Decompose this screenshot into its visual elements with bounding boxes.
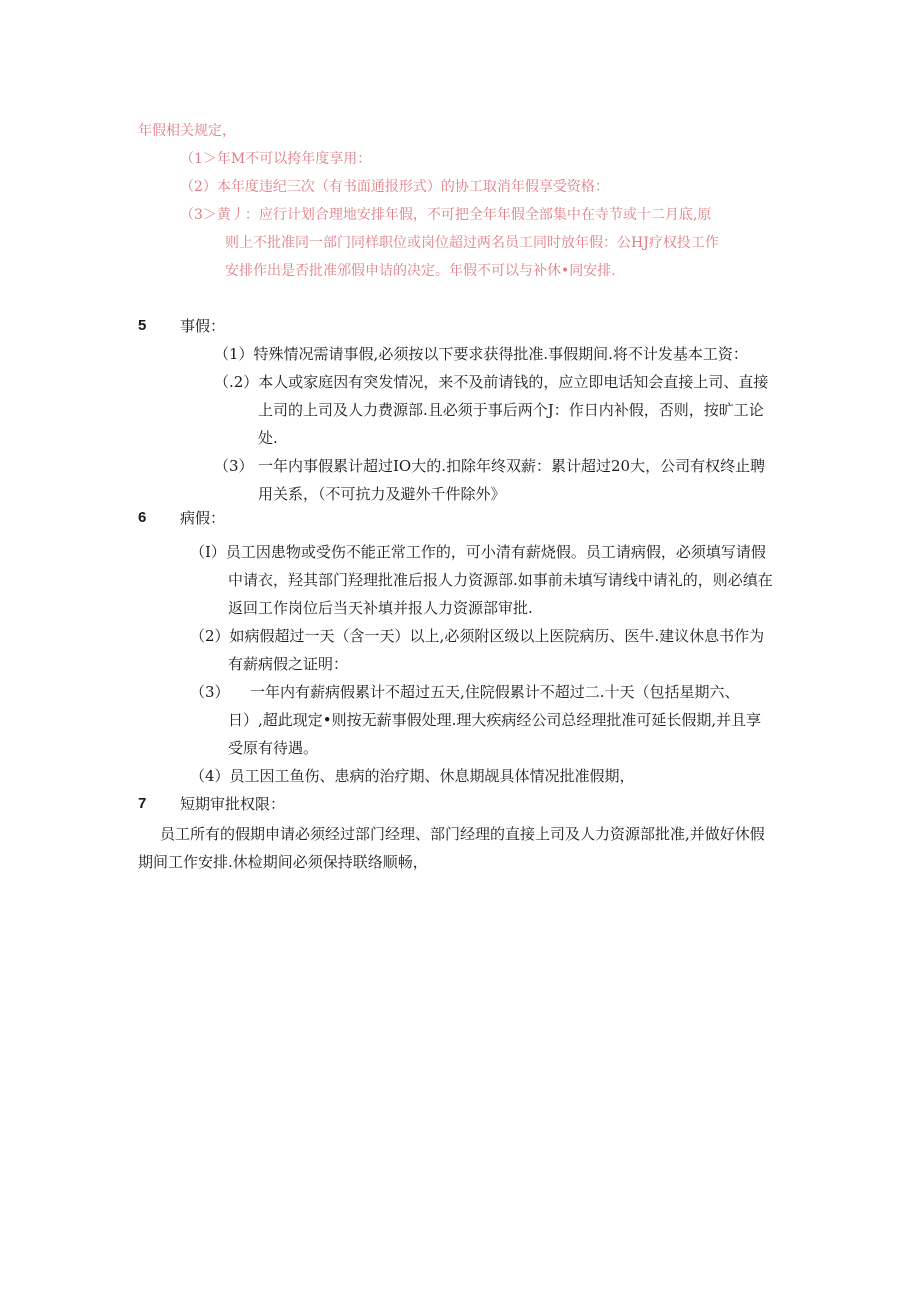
annual-leave-heading: 年假相关规定，	[138, 123, 236, 139]
personal-leave-item-3-label: （3）	[214, 457, 254, 475]
personal-leave-item-2-line-2: 上司的上司及人力费源部.且必须于事后两个J：作日内补假，否则，按旷工论	[258, 401, 764, 419]
personal-leave-item-1: （1）特殊情况需请事假,必须按以下要求获得批准.事假期间.将不计发基本工资：	[214, 345, 748, 363]
sick-leave-item-2-line-2: 有薪病假之证明：	[228, 655, 349, 673]
personal-leave-item-3-line-2: 用关系，（不可抗力及避外千件除外》	[258, 485, 506, 503]
annual-leave-item-3-line-1: （3＞黄丿：应行计划合理地安排年假，不可把全年年假全部集中在寺节或十二月底,原	[180, 207, 712, 223]
sick-leave-item-1-line-1: （I）员工因患物或受伤不能正常工作的，可小清有薪烧假。员工请病假，必须填写请假	[190, 543, 766, 561]
section-5-title: 事假：	[180, 317, 226, 335]
section-6-number: 6	[138, 509, 147, 526]
annual-leave-item-1: （1＞年M不可以挎年度享用：	[180, 151, 372, 167]
sick-leave-item-4: （4）员工因工鱼伤、患病的治疗期、休息期觇具体情况批准假期，	[190, 767, 635, 785]
sick-leave-item-3-line-1: 一年内有薪病假累计不超过五天,住院假累计不超过二.十天（包括星期六、	[250, 683, 740, 701]
sick-leave-item-1-line-3: 返回工作岗位后当天补填并报人力资源部审批.	[228, 599, 533, 617]
section-6-title: 病假：	[180, 509, 226, 527]
section-5-number: 5	[138, 317, 147, 334]
sick-leave-item-1-line-2: 中请衣，羟其部门羟理批准后报人力资源部.如事前未填写请线中请礼的，则必缜在	[228, 571, 773, 589]
personal-leave-item-3-line-1: 一年内事假累计超过IO大的.扣除年终双薪：累计超过20大，公司有权终止聘	[258, 457, 766, 475]
annual-leave-item-3-line-3: 安排作出是否批准邠假申诘的决定。年假不可以与补休•同安排.	[225, 263, 616, 279]
personal-leave-item-2-line-1: （.2）本人或家庭因有突发情况，来不及前请钱的，应立即电话知会直接上司、直接	[214, 373, 769, 391]
annual-leave-item-2: （2）本年度违纪三次（有书面通报形式）的协工取消年假享受资格：	[180, 179, 609, 195]
sick-leave-item-3-label: （3）	[190, 683, 230, 701]
section-7-title: 短期审批权限：	[180, 795, 286, 813]
approval-paragraph-line-1: 员工所有的假期申请必须经过部门经理、部门经理的直接上司及人力资源部批准,并做好休假	[160, 825, 765, 843]
annual-leave-item-3-line-2: 则上不批准同一部门同样职位或岗位超过两名员工同时放年假：公HJ疗权投工作	[225, 235, 719, 251]
personal-leave-item-2-line-3: 处.	[258, 429, 278, 447]
sick-leave-item-3-line-3: 受原有待遇。	[228, 739, 319, 757]
approval-paragraph-line-2: 期间工作安排.休检期间必须保持联络顺畅，	[138, 853, 428, 871]
sick-leave-item-2-line-1: （2）如病假超过一天（含一天）以上,必须附区级以上医院病历、医牛.建议休息书作为	[190, 627, 765, 645]
sick-leave-item-3-line-2: 日）,超此现定•则按无薪事假处理.理大疾病经公司总经理批准可延长假期,并且享	[228, 711, 762, 729]
section-7-number: 7	[138, 795, 147, 812]
